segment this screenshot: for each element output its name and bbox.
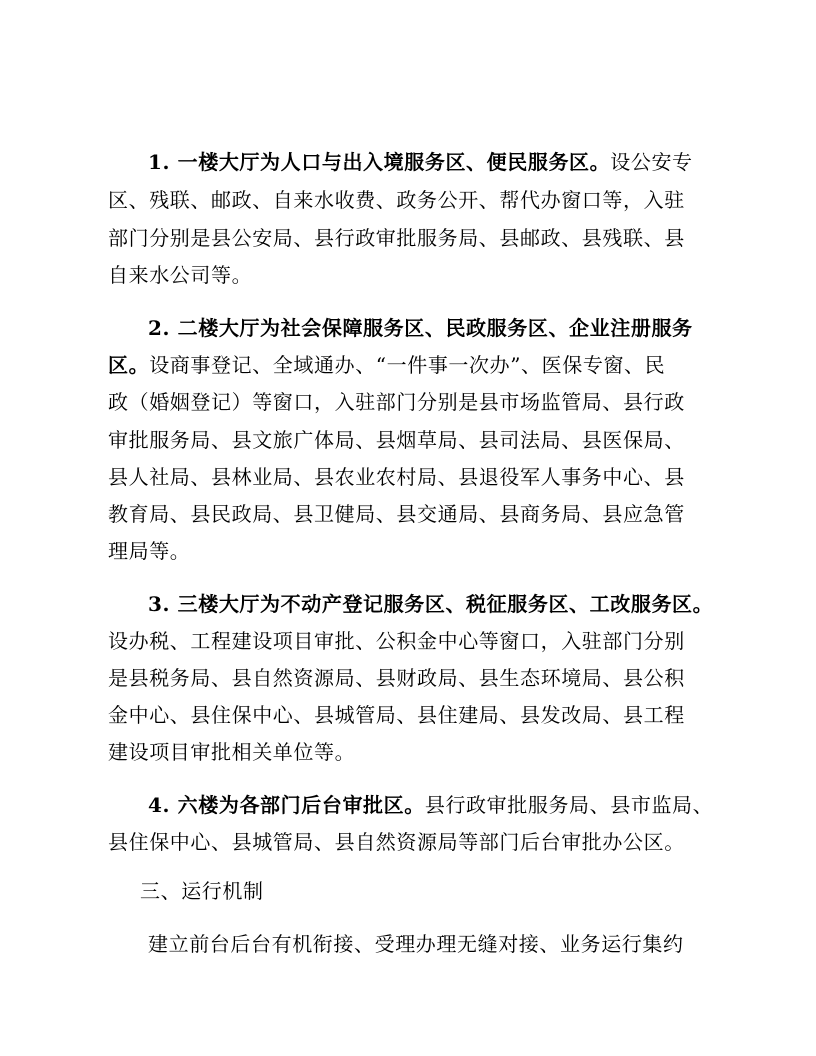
section-3-heading: 3. 三楼大厅为不动产登记服务区、税征服务区、工改服务区。 bbox=[148, 592, 714, 616]
section-2-heading-end: 区。 bbox=[108, 353, 150, 377]
section-title-operating-mechanism: 三、运行机制 bbox=[140, 879, 264, 903]
body-paragraph-line: 建立前台后台有机衔接、受理办理无缝对接、业务运行集约 bbox=[148, 932, 684, 956]
section-1-text: 设公安专 bbox=[610, 150, 693, 174]
section-2-line: 审批服务局、县文旅广体局、县烟草局、县司法局、县医保局、 bbox=[108, 428, 685, 452]
section-2-heading: 2. 二楼大厅为社会保障服务区、民政服务区、企业注册服务 bbox=[148, 316, 693, 340]
section-2-second-line bbox=[0, 353, 816, 377]
section-2-text: 设商事登记、全域通办、“一件事一次办”、医保专窗、民 bbox=[149, 353, 666, 377]
section-4-first-line bbox=[0, 793, 816, 817]
section-4-line: 县住保中心、县城管局、县自然资源局等部门后台审批办公区。 bbox=[108, 830, 685, 854]
section-1-line: 部门分别是县公安局、县行政审批服务局、县邮政、县残联、县 bbox=[108, 226, 685, 250]
section-1-line: 自来水公司等。 bbox=[108, 263, 253, 287]
section-4-heading: 4. 六楼为各部门后台审批区。 bbox=[148, 793, 425, 817]
section-3-line: 是县税务局、县自然资源局、县财政局、县生态环境局、县公积 bbox=[108, 666, 685, 690]
section-4-text: 县行政审批服务局、县市监局、 bbox=[424, 793, 714, 817]
section-3-line: 建设项目审批相关单位等。 bbox=[108, 740, 356, 764]
section-2-line: 政（婚姻登记）等窗口，入驻部门分别是县市场监管局、县行政 bbox=[108, 390, 685, 414]
section-2-line: 理局等。 bbox=[108, 539, 191, 563]
section-3-line: 设办税、工程建设项目审批、公积金中心等窗口，入驻部门分别 bbox=[108, 629, 685, 653]
section-2-line: 县人社局、县林业局、县农业农村局、县退役军人事务中心、县 bbox=[108, 465, 685, 489]
section-2-line: 教育局、县民政局、县卫健局、县交通局、县商务局、县应急管 bbox=[108, 502, 685, 526]
section-1-first-line bbox=[0, 150, 816, 174]
section-3-line: 金中心、县住保中心、县城管局、县住建局、县发改局、县工程 bbox=[108, 703, 685, 727]
section-1-line: 区、残联、邮政、自来水收费、政务公开、帮代办窗口等，入驻 bbox=[108, 188, 685, 212]
section-1-heading: 1. 一楼大厅为人口与出入境服务区、便民服务区。 bbox=[148, 150, 611, 174]
